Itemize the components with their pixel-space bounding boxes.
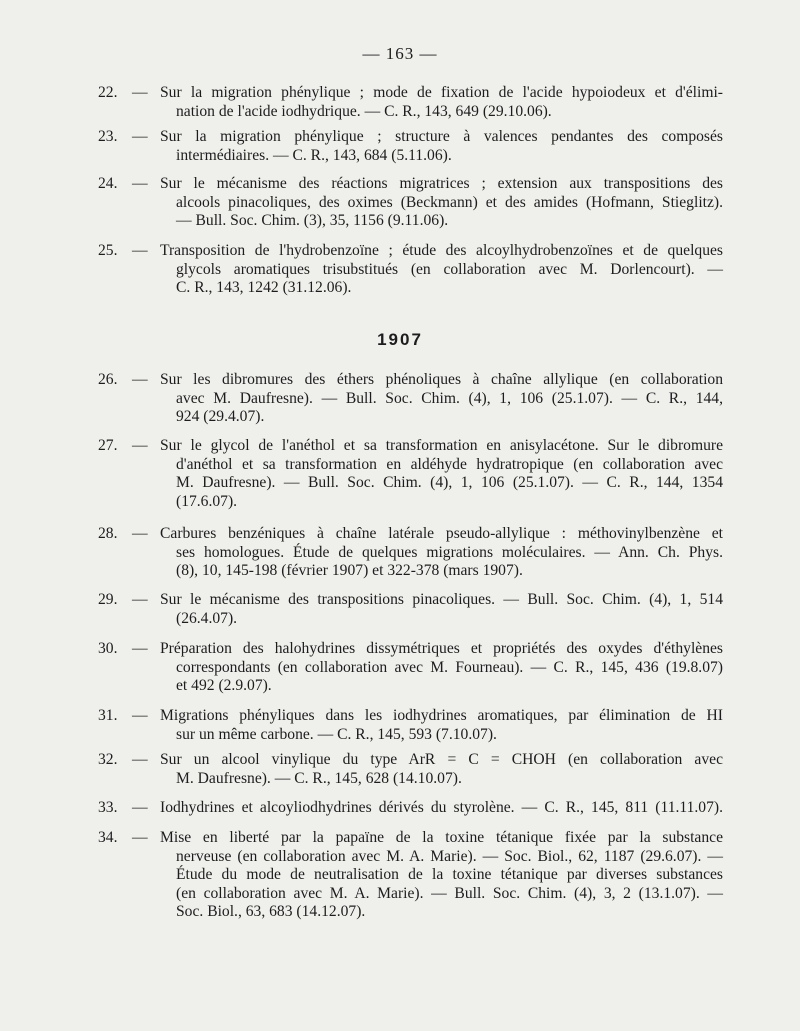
bibliography-entry bbox=[98, 525, 738, 581]
entry-line: sur un même carbone. — C. R., 145, 593 (7.10.07). bbox=[176, 725, 497, 743]
entry-line: Sur la migration phénylique ; structure à valences pendantes des composés bbox=[160, 128, 723, 145]
entry-line: Soc. Biol., 63, 683 (14.12.07). bbox=[176, 903, 366, 921]
page-number: — 163 — bbox=[362, 44, 438, 63]
entry-dash: — bbox=[132, 128, 148, 145]
entry-number: 27. bbox=[98, 437, 118, 454]
bibliography-entry bbox=[98, 751, 738, 788]
entry-line: Sur le glycol de l'anéthol et sa transformation en anisylacétone. Sur le dibromure bbox=[160, 437, 723, 454]
entry-line: 924 (29.4.07). bbox=[176, 408, 265, 426]
entry-line: (26.4.07). bbox=[176, 609, 238, 627]
entry-number: 28. bbox=[98, 525, 118, 542]
entry-line: Carbures benzéniques à chaîne latérale pseudo-allylique : méthovinylbenzène et bbox=[160, 525, 723, 542]
bibliography-entry bbox=[98, 242, 738, 298]
bibliography-entry bbox=[98, 371, 738, 427]
entry-line: (8), 10, 145-198 (février 1907) et 322-378 (mars 1907). bbox=[176, 562, 523, 580]
entry-dash: — bbox=[132, 437, 148, 454]
entry-line: (17.6.07). bbox=[176, 492, 238, 510]
entry-line: Sur les dibromures des éthers phénoliques à chaîne allylique (en collaboration bbox=[160, 371, 723, 388]
entry-line: Étude du mode de neutralisation de la toxine tétanique par diverses substances bbox=[176, 866, 723, 884]
entry-number: 22. bbox=[98, 84, 118, 101]
entry-dash: — bbox=[132, 707, 148, 724]
entry-number: 34. bbox=[98, 829, 118, 846]
entry-line: ses homologues. Étude de quelques migrations moléculaires. — Ann. Ch. Phys. bbox=[176, 543, 723, 561]
entry-number: 24. bbox=[98, 175, 118, 192]
entry-line: Sur la migration phénylique ; mode de fixation de l'acide hypoiodeux et d'élimi- bbox=[160, 84, 723, 101]
bibliography-entry bbox=[98, 591, 738, 628]
entry-dash: — bbox=[132, 242, 148, 259]
entry-line: Mise en liberté par la papaïne de la toxine tétanique fixée par la substance bbox=[160, 829, 723, 846]
entry-line: correspondants (en collaboration avec M. Fourneau). — C. R., 145, 436 (19.8.07) bbox=[176, 658, 723, 676]
entry-line: Iodhydrines et alcoyliodhydrines dérivés du styrolène. — C. R., 145, 811 (11.11.07). bbox=[160, 799, 723, 816]
entry-dash: — bbox=[132, 751, 148, 768]
entry-line: avec M. Daufresne). — Bull. Soc. Chim. (4), 1, 106 (25.1.07). — C. R., 144, bbox=[176, 389, 723, 407]
entry-number: 33. bbox=[98, 799, 118, 816]
entry-number: 23. bbox=[98, 128, 118, 145]
entry-line: Préparation des halohydrines dissymétriques et propriétés des oxydes d'éthylènes bbox=[160, 640, 723, 657]
entry-dash: — bbox=[132, 591, 148, 608]
entry-number: 25. bbox=[98, 242, 118, 259]
entry-line: M. Daufresne). — C. R., 145, 628 (14.10.07). bbox=[176, 769, 462, 787]
entry-line: Transposition de l'hydrobenzoïne ; étude des alcoylhydrobenzoïnes et de quelques bbox=[160, 242, 723, 259]
entry-number: 26. bbox=[98, 371, 118, 388]
entry-dash: — bbox=[132, 640, 148, 657]
entry-dash: — bbox=[132, 525, 148, 542]
entry-line: Sur le mécanisme des transpositions pinacoliques. — Bull. Soc. Chim. (4), 1, 514 bbox=[160, 591, 723, 608]
bibliography-entry bbox=[98, 84, 738, 121]
entry-line: C. R., 143, 1242 (31.12.06). bbox=[176, 279, 352, 297]
entry-line: Sur le mécanisme des réactions migratrices ; extension aux transpositions des bbox=[160, 175, 723, 192]
entry-line: M. Daufresne). — Bull. Soc. Chim. (4), 1, 106 (25.1.07). — C. R., 144, 1354 bbox=[176, 474, 723, 492]
entry-line: intermédiaires. — C. R., 143, 684 (5.11.06). bbox=[176, 146, 452, 164]
entry-line: et 492 (2.9.07). bbox=[176, 677, 272, 695]
entry-line: d'anéthol et sa transformation en aldéhyde hydratropique (en collaboration avec bbox=[176, 455, 723, 473]
bibliography-entry bbox=[98, 437, 738, 511]
entry-line: Sur un alcool vinylique du type ArR = C = CHOH (en collaboration avec bbox=[160, 751, 723, 768]
entry-line: (en collaboration avec M. A. Marie). — Bull. Soc. Chim. (4), 3, 2 (13.1.07). — bbox=[176, 884, 723, 902]
bibliography-entry bbox=[98, 640, 738, 696]
entry-dash: — bbox=[132, 829, 148, 846]
entry-number: 31. bbox=[98, 707, 118, 724]
bibliography-entry bbox=[98, 799, 738, 818]
entry-number: 32. bbox=[98, 751, 118, 768]
entry-line: Migrations phényliques dans les iodhydrines aromatiques, par élimination de HI bbox=[160, 707, 723, 724]
entry-line: nation de l'acide iodhydrique. — C. R., 143, 649 (29.10.06). bbox=[176, 102, 552, 120]
entry-line: nerveuse (en collaboration avec M. A. Marie). — Soc. Biol., 62, 1187 (29.6.07). — bbox=[176, 847, 723, 865]
year-heading: 1907 bbox=[377, 330, 423, 349]
bibliography-entry bbox=[98, 829, 738, 922]
entry-dash: — bbox=[132, 371, 148, 388]
entry-number: 30. bbox=[98, 640, 118, 657]
entry-line: glycols aromatiques trisubstitués (en collaboration avec M. Dorlencourt). — bbox=[176, 260, 723, 278]
entry-line: — Bull. Soc. Chim. (3), 35, 1156 (9.11.06). bbox=[176, 212, 449, 230]
bibliography-entry bbox=[98, 707, 738, 744]
bibliography-entry bbox=[98, 175, 738, 231]
entry-dash: — bbox=[132, 175, 148, 192]
entry-number: 29. bbox=[98, 591, 118, 608]
entry-dash: — bbox=[132, 84, 148, 101]
entry-dash: — bbox=[132, 799, 148, 816]
bibliography-entry bbox=[98, 128, 738, 165]
entry-line: alcools pinacoliques, des oximes (Beckmann) et des amides (Hofmann, Stieglitz). bbox=[176, 193, 723, 211]
